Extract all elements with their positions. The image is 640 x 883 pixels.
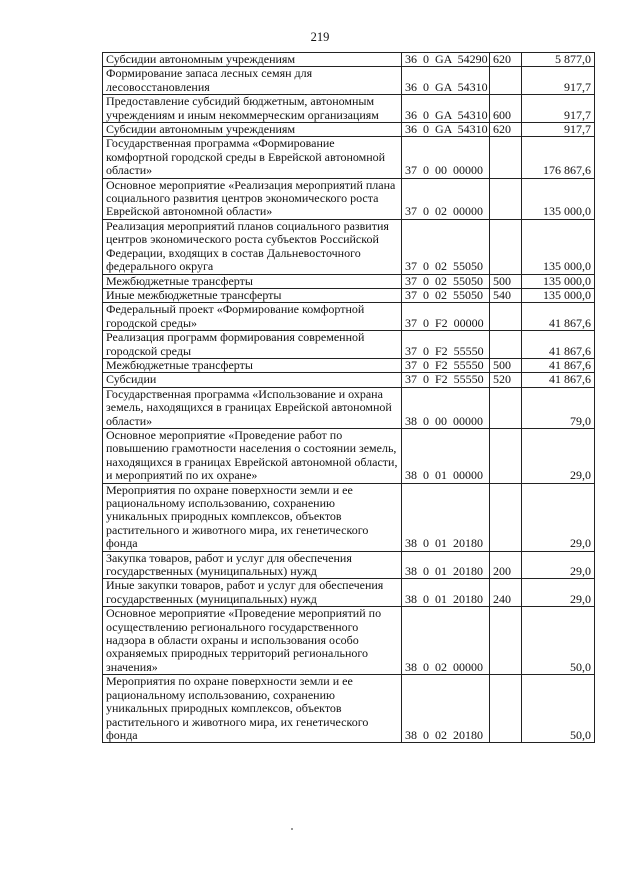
row-expense-type-cell: [490, 67, 522, 95]
row-name-cell: Основное мероприятие «Реализация мероприятий плана социального развития центров экономического роста Еврейской автономной области»: [103, 178, 402, 219]
row-name-cell: Мероприятия по охране поверхности земли и ее рациональному использованию, сохранению уникальных природных комплексов, объектов растительного и животного мира, их генетического фонда: [103, 675, 402, 743]
table-row: [103, 178, 595, 219]
row-name-cell: Межбюджетные трансферты: [103, 358, 402, 372]
row-expense-type-cell: [490, 137, 522, 178]
row-target-article-cell: 37 0 02 00000: [402, 178, 490, 219]
row-target-article-cell: 36 0 GA 54290: [402, 53, 490, 67]
row-target-article-cell: 37 0 F2 55550: [402, 358, 490, 372]
row-name-cell: Иные закупки товаров, работ и услуг для обеспечения государственных (муниципальных) нужд: [103, 579, 402, 607]
row-expense-type-cell: [490, 607, 522, 675]
row-name-cell: Мероприятия по охране поверхности земли и ее рациональному использованию, сохранению уникальных природных комплексов, объектов растительного и животного мира, их генетического фонда: [103, 483, 402, 551]
budget-table-body: [103, 53, 595, 743]
row-name-cell: Предоставление субсидий бюджетным, автономным учреждениям и иным некоммерческим организациям: [103, 95, 402, 123]
row-amount-cell: 917,7: [522, 67, 595, 95]
row-amount-cell: 41 867,6: [522, 331, 595, 359]
row-name-cell: Закупка товаров, работ и услуг для обеспечения государственных (муниципальных) нужд: [103, 551, 402, 579]
table-row: [103, 303, 595, 331]
row-target-article-cell: 37 0 F2 55550: [402, 331, 490, 359]
row-expense-type-cell: 620: [490, 53, 522, 67]
scan-speck: [291, 828, 293, 830]
row-amount-cell: 41 867,6: [522, 303, 595, 331]
table-row: [103, 579, 595, 607]
table-row: [103, 387, 595, 428]
row-expense-type-cell: 200: [490, 551, 522, 579]
row-target-article-cell: 37 0 02 55050: [402, 219, 490, 274]
row-expense-type-cell: [490, 483, 522, 551]
row-target-article-cell: 36 0 GA 54310: [402, 123, 490, 137]
row-expense-type-cell: 520: [490, 373, 522, 387]
row-amount-cell: 29,0: [522, 551, 595, 579]
row-expense-type-cell: 500: [490, 358, 522, 372]
row-target-article-cell: 37 0 F2 55550: [402, 373, 490, 387]
row-amount-cell: 135 000,0: [522, 178, 595, 219]
table-row: [103, 428, 595, 483]
row-target-article-cell: 38 0 00 00000: [402, 387, 490, 428]
row-name-cell: Иные межбюджетные трансферты: [103, 288, 402, 302]
table-row: [103, 137, 595, 178]
table-row: [103, 123, 595, 137]
row-name-cell: Реализация программ формирования современной городской среды: [103, 331, 402, 359]
row-amount-cell: 50,0: [522, 675, 595, 743]
row-name-cell: Реализация мероприятий планов социального развития центров экономического роста субъектов Российской Федерации, входящих в состав Дальневосточного федерального округа: [103, 219, 402, 274]
row-target-article-cell: 37 0 F2 00000: [402, 303, 490, 331]
row-name-cell: Основное мероприятие «Проведение мероприятий по осуществлению регионального государственного надзора в области охраны и использования особо охраняемых природных территорий регионального значения»: [103, 607, 402, 675]
table-row: [103, 675, 595, 743]
row-amount-cell: 41 867,6: [522, 358, 595, 372]
row-name-cell: Государственная программа «Формирование комфортной городской среды в Еврейской автономной области»: [103, 137, 402, 178]
table-row: [103, 483, 595, 551]
row-name-cell: Субсидии: [103, 373, 402, 387]
row-target-article-cell: 38 0 01 20180: [402, 551, 490, 579]
row-amount-cell: 176 867,6: [522, 137, 595, 178]
row-expense-type-cell: [490, 428, 522, 483]
row-target-article-cell: 37 0 00 00000: [402, 137, 490, 178]
row-target-article-cell: 36 0 GA 54310: [402, 95, 490, 123]
table-row: [103, 288, 595, 302]
row-expense-type-cell: [490, 219, 522, 274]
row-target-article-cell: 38 0 02 20180: [402, 675, 490, 743]
row-amount-cell: 79,0: [522, 387, 595, 428]
row-target-article-cell: 37 0 02 55050: [402, 288, 490, 302]
row-amount-cell: 135 000,0: [522, 219, 595, 274]
row-name-cell: Субсидии автономным учреждениям: [103, 123, 402, 137]
table-row: [103, 219, 595, 274]
row-target-article-cell: 37 0 02 55050: [402, 274, 490, 288]
row-expense-type-cell: [490, 303, 522, 331]
row-expense-type-cell: 500: [490, 274, 522, 288]
row-amount-cell: 29,0: [522, 579, 595, 607]
row-target-article-cell: 36 0 GA 54310: [402, 67, 490, 95]
row-target-article-cell: 38 0 02 00000: [402, 607, 490, 675]
row-name-cell: Формирование запаса лесных семян для лесовосстановления: [103, 67, 402, 95]
table-row: [103, 67, 595, 95]
row-name-cell: Государственная программа «Использование и охрана земель, находящихся в границах Еврейской автономной области»: [103, 387, 402, 428]
table-row: [103, 607, 595, 675]
row-name-cell: Федеральный проект «Формирование комфортной городской среды»: [103, 303, 402, 331]
budget-table: [102, 52, 595, 743]
page-number: 219: [310, 30, 330, 44]
table-row: [103, 331, 595, 359]
table-row: [103, 358, 595, 372]
row-expense-type-cell: 240: [490, 579, 522, 607]
row-amount-cell: 5 877,0: [522, 53, 595, 67]
table-row: [103, 274, 595, 288]
row-amount-cell: 29,0: [522, 428, 595, 483]
row-expense-type-cell: [490, 178, 522, 219]
table-row: [103, 551, 595, 579]
row-target-article-cell: 38 0 01 20180: [402, 483, 490, 551]
row-expense-type-cell: 540: [490, 288, 522, 302]
row-name-cell: Основное мероприятие «Проведение работ по повышению грамотности населения о состоянии земель, находящихся в границах Еврейской автономной области, и мероприятий по их охране»: [103, 428, 402, 483]
row-expense-type-cell: [490, 331, 522, 359]
table-row: [103, 373, 595, 387]
row-name-cell: Межбюджетные трансферты: [103, 274, 402, 288]
row-amount-cell: 917,7: [522, 95, 595, 123]
table-row: [103, 95, 595, 123]
row-amount-cell: 29,0: [522, 483, 595, 551]
row-expense-type-cell: 600: [490, 95, 522, 123]
row-expense-type-cell: 620: [490, 123, 522, 137]
row-expense-type-cell: [490, 387, 522, 428]
row-expense-type-cell: [490, 675, 522, 743]
row-target-article-cell: 38 0 01 00000: [402, 428, 490, 483]
row-amount-cell: 50,0: [522, 607, 595, 675]
row-amount-cell: 41 867,6: [522, 373, 595, 387]
row-amount-cell: 917,7: [522, 123, 595, 137]
row-target-article-cell: 38 0 01 20180: [402, 579, 490, 607]
table-row: [103, 53, 595, 67]
row-amount-cell: 135 000,0: [522, 274, 595, 288]
row-name-cell: Субсидии автономным учреждениям: [103, 53, 402, 67]
row-amount-cell: 135 000,0: [522, 288, 595, 302]
